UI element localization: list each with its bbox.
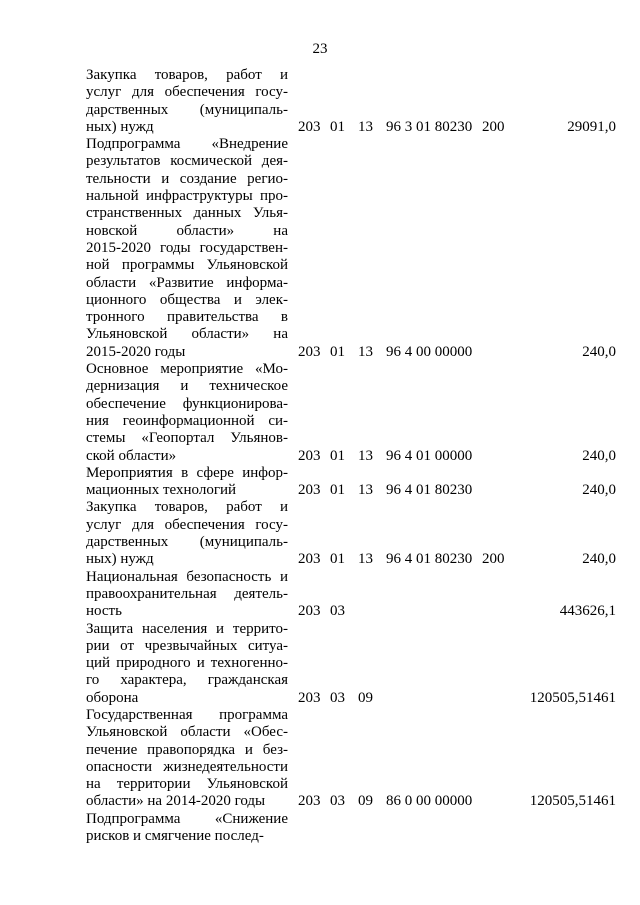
- description-line: рии от чрезвычайных ситуа-: [86, 637, 288, 654]
- row-description: [86, 361, 288, 465]
- ved-code: 203: [298, 447, 321, 464]
- page-number: 23: [312, 41, 328, 57]
- section-code: 01: [330, 482, 345, 499]
- table-row: [86, 811, 616, 846]
- ved-code: 203: [298, 793, 321, 810]
- description-line: услуг для обеспечения госу-: [86, 516, 288, 533]
- description-line: области «Развитие информа-: [86, 274, 288, 291]
- section-code: 03: [330, 793, 345, 810]
- sum-value: 120505,51461: [529, 793, 616, 810]
- description-line: правоохранительная деятель-: [86, 585, 288, 602]
- table-row: [86, 569, 616, 621]
- description-line: ной программы Ульяновской: [86, 257, 288, 274]
- section-code: 03: [330, 603, 345, 620]
- expense-type-code: 200: [482, 118, 505, 135]
- description-line: ционного общества и элек-: [86, 291, 288, 308]
- description-line: Закупка товаров, работ и: [86, 67, 288, 83]
- ved-code: 203: [298, 689, 321, 706]
- description-line: Подпрограмма «Внедрение: [86, 136, 288, 153]
- sum-value: 120505,51461: [529, 689, 616, 706]
- row-description: [86, 707, 288, 811]
- description-line: Ульяновской области» на: [86, 326, 288, 343]
- description-line: тельности и создание регио-: [86, 170, 288, 187]
- description-line: Ульяновской области «Обес-: [86, 724, 288, 741]
- description-line: нальной инфраструктуры про-: [86, 188, 288, 205]
- subsection-code: 13: [358, 551, 373, 568]
- sum-value: 29091,0: [567, 118, 616, 135]
- subsection-code: 13: [358, 447, 373, 464]
- row-description: [86, 465, 288, 500]
- target-article-code: 96 4 01 80230: [386, 482, 473, 499]
- description-line: новской области» на: [86, 222, 288, 239]
- table-row: [86, 361, 616, 465]
- description-line: Мероприятия в сфере инфор-: [86, 464, 288, 481]
- row-description: [86, 136, 288, 361]
- description-line: Национальная безопасность и: [86, 568, 288, 585]
- description-line: Основное мероприятие «Мо-: [86, 361, 288, 378]
- description-line: обеспечение функционирова-: [86, 395, 288, 412]
- description-line: области» на 2014-2020 годы: [86, 793, 266, 810]
- description-line: опасности жизнедеятельности: [86, 758, 288, 775]
- description-line: 2015-2020 годы государствен-: [86, 239, 288, 256]
- description-line: мационных технологий: [86, 482, 237, 499]
- section-code: 01: [330, 343, 345, 360]
- description-line: ской области»: [86, 447, 177, 464]
- description-line: печение правопорядка и без-: [86, 741, 288, 758]
- subsection-code: 09: [358, 793, 373, 810]
- table-row: [86, 136, 616, 361]
- table-row: [86, 621, 616, 707]
- row-description: [86, 499, 288, 568]
- description-line: ных) нужд: [86, 551, 154, 568]
- budget-table: [86, 67, 616, 845]
- table-row: [86, 67, 616, 136]
- description-line: Государственная программа: [86, 706, 288, 723]
- subsection-code: 13: [358, 118, 373, 135]
- description-line: результатов космической дея-: [86, 153, 288, 170]
- sum-value: 240,0: [582, 551, 616, 568]
- subsection-code: 09: [358, 689, 373, 706]
- ved-code: 203: [298, 603, 321, 620]
- description-line: Защита населения и террито-: [86, 620, 288, 637]
- expense-type-code: 200: [482, 551, 505, 568]
- sum-value: 240,0: [582, 482, 616, 499]
- table-row: [86, 707, 616, 811]
- ved-code: 203: [298, 551, 321, 568]
- description-line: рисков и смягчение послед-: [86, 828, 264, 845]
- subsection-code: 13: [358, 482, 373, 499]
- table-row: [86, 499, 616, 568]
- description-line: дарственных (муниципаль-: [86, 101, 288, 118]
- ved-code: 203: [298, 343, 321, 360]
- description-line: дарственных (муниципаль-: [86, 534, 288, 551]
- description-line: на территории Ульяновской: [86, 776, 288, 793]
- description-line: услуг для обеспечения госу-: [86, 84, 288, 101]
- description-line: Подпрограмма «Снижение: [86, 810, 288, 827]
- description-line: оборона: [86, 689, 139, 706]
- target-article-code: 86 0 00 00000: [386, 793, 473, 810]
- description-line: ций природного и техногенно-: [86, 655, 288, 672]
- section-code: 01: [330, 118, 345, 135]
- description-line: дернизация и техническое: [86, 378, 288, 395]
- ved-code: 203: [298, 482, 321, 499]
- row-description: [86, 569, 288, 621]
- row-description: [86, 621, 288, 707]
- row-description: [86, 67, 288, 136]
- description-line: тронного правительства в: [86, 309, 288, 326]
- target-article-code: 96 3 01 80230: [386, 118, 473, 135]
- target-article-code: 96 4 01 80230: [386, 551, 473, 568]
- description-line: Закупка товаров, работ и: [86, 499, 288, 516]
- sum-value: 240,0: [582, 447, 616, 464]
- ved-code: 203: [298, 118, 321, 135]
- table-row: [86, 465, 616, 500]
- description-line: ность: [86, 603, 122, 620]
- sum-value: 443626,1: [559, 603, 616, 620]
- description-line: ных) нужд: [86, 118, 154, 135]
- description-line: странственных данных Улья-: [86, 205, 288, 222]
- section-code: 03: [330, 689, 345, 706]
- sum-value: 240,0: [582, 343, 616, 360]
- description-line: го характера, гражданская: [86, 672, 288, 689]
- target-article-code: 96 4 01 00000: [386, 447, 473, 464]
- description-line: стемы «Геопортал Ульянов-: [86, 430, 288, 447]
- section-code: 01: [330, 551, 345, 568]
- subsection-code: 13: [358, 343, 373, 360]
- section-code: 01: [330, 447, 345, 464]
- row-description: [86, 811, 288, 846]
- target-article-code: 96 4 00 00000: [386, 343, 473, 360]
- description-line: 2015-2020 годы: [86, 343, 186, 360]
- description-line: ния геоинформационной си-: [86, 412, 288, 429]
